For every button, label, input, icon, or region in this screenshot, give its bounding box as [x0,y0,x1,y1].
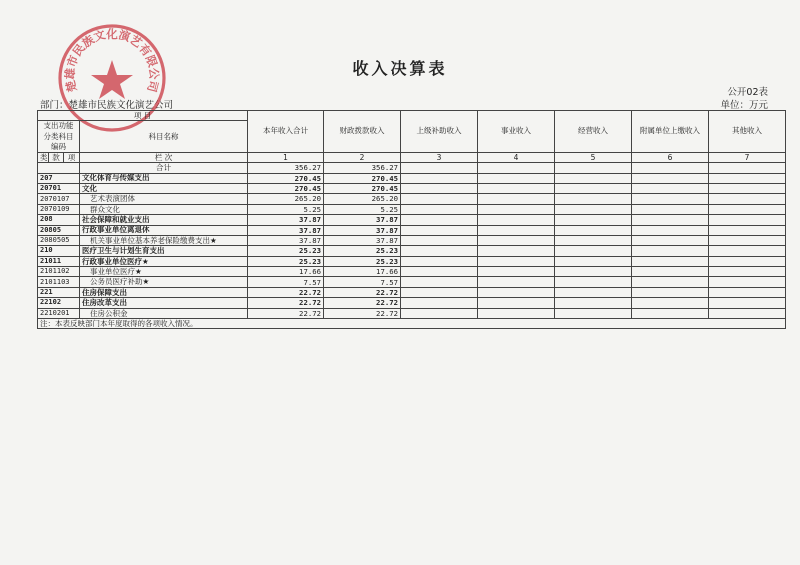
row-total-income: 37.87 [248,215,324,225]
row-subject-name: 文化 [80,183,248,193]
col-number-3: 3 [401,152,478,162]
row-empty-cell [478,235,555,245]
row-empty-cell [709,183,786,193]
header-col-7: 其他收入 [709,111,786,153]
row-code: 207 [38,173,80,183]
row-empty-cell [632,183,709,193]
row-fiscal-income: 270.45 [324,183,401,193]
row-empty-cell [632,267,709,277]
table-row [38,287,786,297]
row-empty-cell [401,173,478,183]
row-empty-cell [478,267,555,277]
row-empty-cell [478,246,555,256]
row-empty-cell [555,235,632,245]
row-empty-cell [401,215,478,225]
table-row [38,173,786,183]
table-row [38,215,786,225]
table-row [38,194,786,204]
header-col-2: 财政拨款收入 [324,111,401,153]
row-fiscal-income: 5.25 [324,204,401,214]
row-subject-name: 住房公积金 [80,308,248,318]
table-row [38,183,786,193]
row-total-income: 22.72 [248,298,324,308]
row-subject-name: 行政事业单位离退休 [80,225,248,235]
row-fiscal-income: 17.66 [324,267,401,277]
row-fiscal-income: 265.20 [324,194,401,204]
header-col-5: 经营收入 [555,111,632,153]
table-row [38,298,786,308]
row-empty-cell [478,204,555,214]
row-empty-cell [709,194,786,204]
row-empty-cell [401,308,478,318]
row-empty-cell [709,267,786,277]
row-total-income: 270.45 [248,173,324,183]
row-fiscal-income: 7.57 [324,277,401,287]
row-total-income: 17.66 [248,267,324,277]
table-row [38,235,786,245]
row-empty-cell [709,308,786,318]
header-item: 项 目 [38,111,248,121]
row-code: 2101103 [38,277,80,287]
row-empty-cell [478,277,555,287]
row-subject-name: 艺术表演团体 [80,194,248,204]
col-number-7: 7 [709,152,786,162]
col-number-6: 6 [632,152,709,162]
row-empty-cell [555,277,632,287]
row-empty-cell [709,256,786,266]
row-empty-cell [401,183,478,193]
header-col-6: 附属单位上缴收入 [632,111,709,153]
table-row [38,277,786,287]
row-empty-cell [555,298,632,308]
row-subject-name: 机关事业单位基本养老保险缴费支出★ [80,235,248,245]
unit-label: 单位：万元 [720,100,768,111]
col-number-4: 4 [478,152,555,162]
row-code: 20805 [38,225,80,235]
row-empty-cell [632,298,709,308]
row-code: 208 [38,215,80,225]
row-empty-cell [478,256,555,266]
row-subject-name: 公务员医疗补助★ [80,277,248,287]
header-lei: 类 [38,152,49,162]
row-code: 2070109 [38,204,80,214]
table-row [38,256,786,266]
row-fiscal-income: 37.87 [324,215,401,225]
header-kuan: 款 [49,152,64,162]
row-fiscal-income: 22.72 [324,287,401,297]
row-empty-cell [478,287,555,297]
row-empty-cell [632,215,709,225]
header-subject-name: 科目名称 [80,121,248,152]
row-empty-cell [401,235,478,245]
row-empty-cell [632,204,709,214]
row-fiscal-income: 270.45 [324,173,401,183]
row-empty-cell [401,225,478,235]
row-empty-cell [709,235,786,245]
row-subject-name: 社会保障和就业支出 [80,215,248,225]
form-number: 公开02表 [727,87,768,98]
row-empty-cell [632,277,709,287]
row-empty-cell [632,287,709,297]
row-empty-cell [632,173,709,183]
row-code: 221 [38,287,80,297]
row-empty-cell [401,194,478,204]
row-total-income: 5.25 [248,204,324,214]
row-fiscal-income: 37.87 [324,225,401,235]
table-row [38,308,786,318]
header-col-4: 事业收入 [478,111,555,153]
row-total-income: 265.20 [248,194,324,204]
total-value-1: 356.27 [248,163,324,173]
row-empty-cell [709,277,786,287]
row-empty-cell [709,287,786,297]
row-total-income: 22.72 [248,287,324,297]
row-total-income: 22.72 [248,308,324,318]
income-statement-table [37,110,786,329]
row-empty-cell [401,277,478,287]
row-subject-name: 医疗卫生与计划生育支出 [80,246,248,256]
row-empty-cell [478,308,555,318]
header-classification: 支出功能分类科目编码 [38,121,80,152]
row-empty-cell [632,194,709,204]
row-empty-cell [555,204,632,214]
row-empty-cell [478,298,555,308]
total-row [38,163,786,173]
row-code: 2080505 [38,235,80,245]
row-empty-cell [555,225,632,235]
row-empty-cell [632,246,709,256]
row-empty-cell [478,183,555,193]
report-title: 收入决算表 [352,59,448,78]
row-code: 22102 [38,298,80,308]
row-subject-name: 住房保障支出 [80,287,248,297]
row-empty-cell [555,267,632,277]
row-empty-cell [478,194,555,204]
row-total-income: 37.87 [248,235,324,245]
table-note: 注：本表反映部门本年度取得的各项收入情况。 [38,319,786,329]
row-total-income: 270.45 [248,183,324,193]
row-subject-name: 住房改革支出 [80,298,248,308]
row-fiscal-income: 22.72 [324,308,401,318]
col-number-2: 2 [324,152,401,162]
row-subject-name: 文化体育与传媒支出 [80,173,248,183]
row-empty-cell [709,173,786,183]
header-xiang: 项 [64,152,80,162]
row-empty-cell [478,173,555,183]
col-number-5: 5 [555,152,632,162]
row-empty-cell [555,256,632,266]
table-row [38,246,786,256]
seal-text: 楚雄市民族文化演艺有限公司 [62,26,162,94]
row-empty-cell [709,215,786,225]
row-empty-cell [401,204,478,214]
row-fiscal-income: 25.23 [324,246,401,256]
row-empty-cell [632,308,709,318]
row-empty-cell [555,287,632,297]
row-empty-cell [401,267,478,277]
col-number-1: 1 [248,152,324,162]
row-empty-cell [709,246,786,256]
row-empty-cell [555,246,632,256]
row-fiscal-income: 22.72 [324,298,401,308]
row-subject-name: 群众文化 [80,204,248,214]
row-empty-cell [401,256,478,266]
row-empty-cell [709,204,786,214]
row-empty-cell [632,256,709,266]
row-code: 2210201 [38,308,80,318]
row-total-income: 25.23 [248,246,324,256]
row-subject-name: 行政事业单位医疗★ [80,256,248,266]
row-total-income: 37.87 [248,225,324,235]
row-total-income: 7.57 [248,277,324,287]
row-subject-name: 事业单位医疗★ [80,267,248,277]
row-empty-cell [401,298,478,308]
row-fiscal-income: 37.87 [324,235,401,245]
row-empty-cell [401,246,478,256]
total-label: 合计 [80,163,248,173]
row-empty-cell [478,215,555,225]
row-empty-cell [709,298,786,308]
row-empty-cell [555,215,632,225]
department-label: 部门：楚雄市民族文化演艺公司 [40,100,174,111]
row-code: 21011 [38,256,80,266]
row-empty-cell [555,194,632,204]
row-code: 20701 [38,183,80,193]
row-empty-cell [555,308,632,318]
row-empty-cell [632,225,709,235]
header-lanci: 栏 次 [80,152,248,162]
row-empty-cell [401,287,478,297]
header-col-1: 本年收入合计 [248,111,324,153]
total-value-2: 356.27 [324,163,401,173]
row-empty-cell [709,225,786,235]
row-empty-cell [632,235,709,245]
row-fiscal-income: 25.23 [324,256,401,266]
row-empty-cell [555,183,632,193]
row-code: 2070107 [38,194,80,204]
row-total-income: 25.23 [248,256,324,266]
row-empty-cell [555,173,632,183]
row-code: 210 [38,246,80,256]
row-code: 2101102 [38,267,80,277]
table-row [38,267,786,277]
row-empty-cell [478,225,555,235]
header-col-3: 上级补助收入 [401,111,478,153]
table-row [38,204,786,214]
table-row [38,225,786,235]
